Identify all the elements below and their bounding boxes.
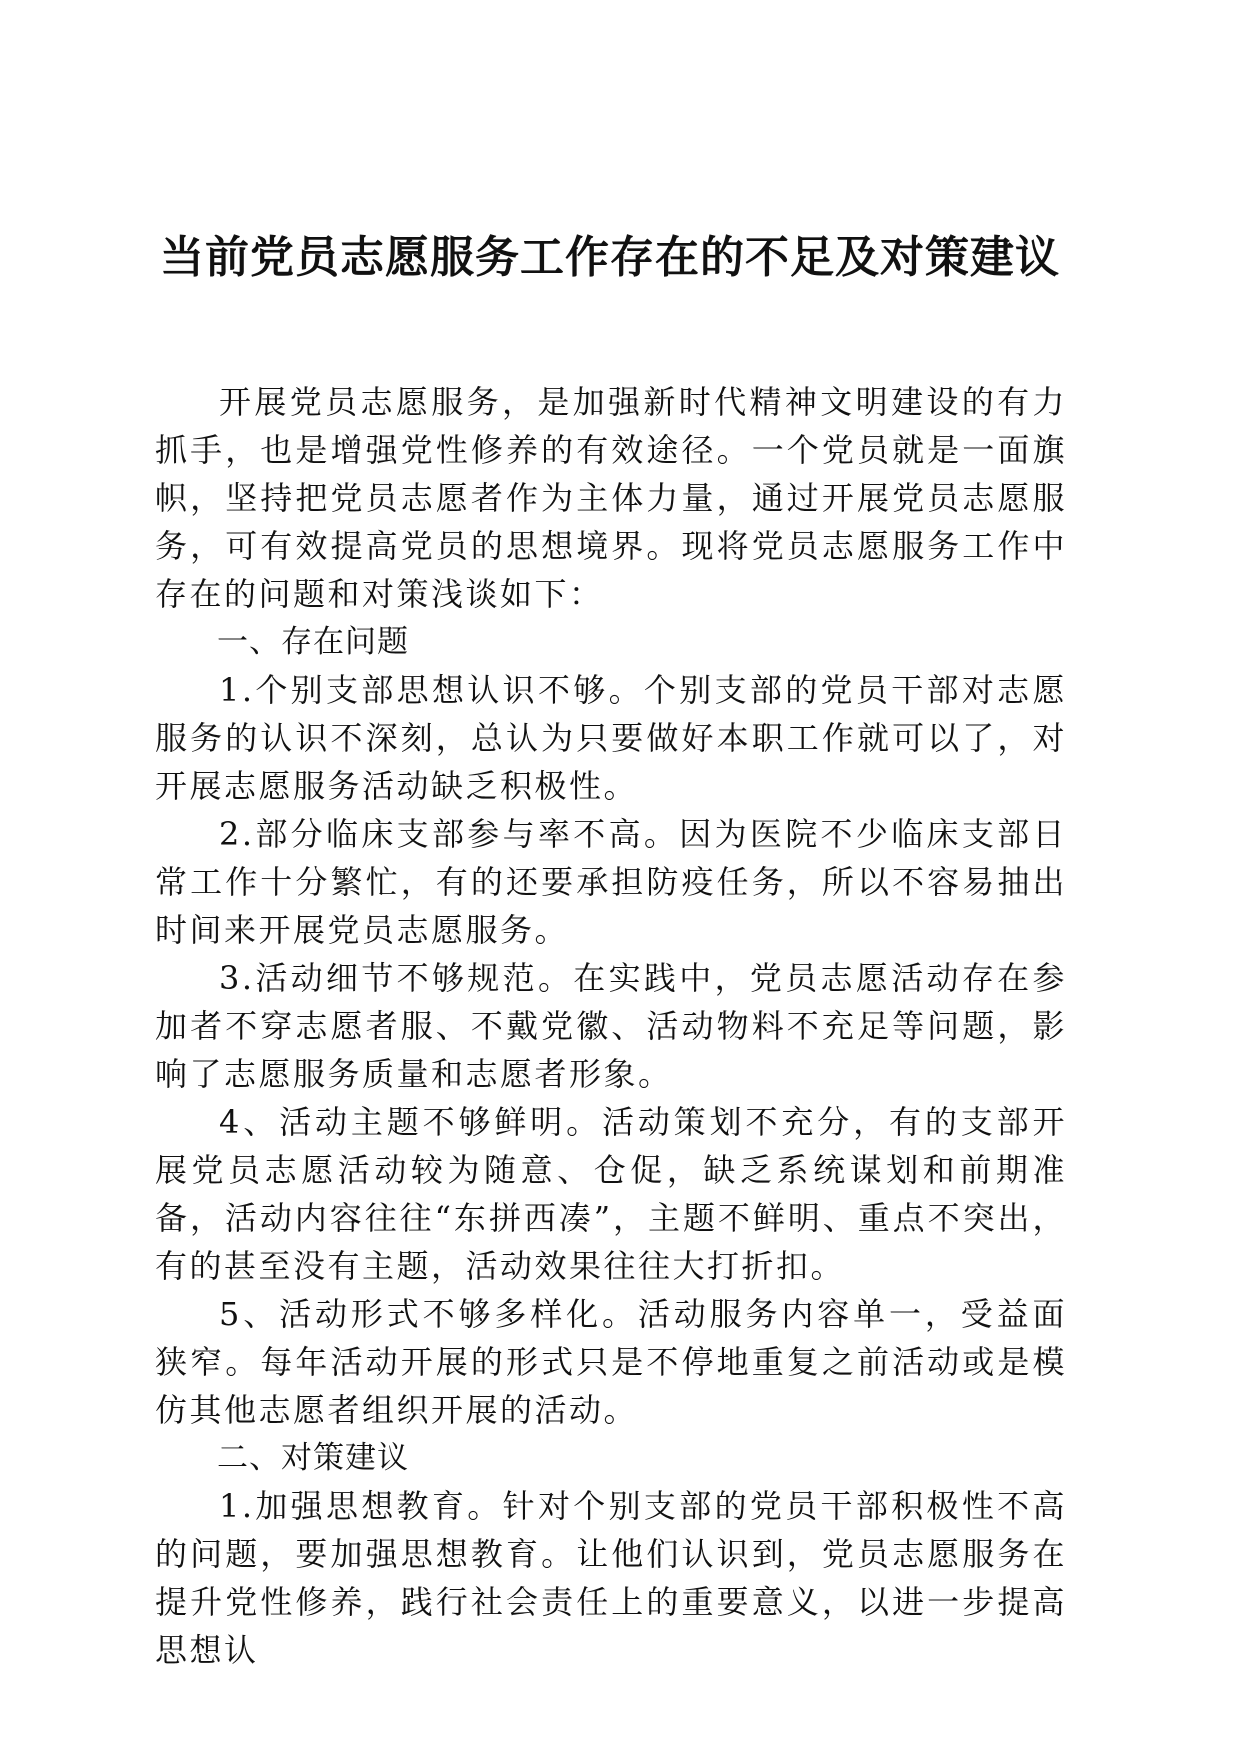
problem-paragraph-3: 3.活动细节不够规范。在实践中，党员志愿活动存在参加者不穿志愿者服、不戴党徽、活动物料不充足等问题，影响了志愿服务质量和志愿者形象。 [155, 959, 1067, 1093]
intro-paragraph: 开展党员志愿服务，是加强新时代精神文明建设的有力抓手，也是增强党性修养的有效途径。一个党员就是一面旗帜，坚持把党员志愿者作为主体力量，通过开展党员志愿服务，可有效提高党员的思想境界。现将党员志愿服务工作中存在的问题和对策浅谈如下： [155, 383, 1067, 613]
problem-paragraph-2: 2.部分临床支部参与率不高。因为医院不少临床支部日常工作十分繁忙，有的还要承担防疫任务，所以不容易抽出时间来开展党员志愿服务。 [155, 815, 1067, 949]
problem-paragraph-4: 4、活动主题不够鲜明。活动策划不充分，有的支部开展党员志愿活动较为随意、仓促，缺乏系统谋划和前期准备，活动内容往往“东拼西凑”，主题不鲜明、重点不突出，有的甚至没有主题，活动效果往往大打折扣。 [155, 1103, 1067, 1285]
section-heading-problems: 一、存在问题 [217, 624, 409, 660]
document-title: 当前党员志愿服务工作存在的不足及对策建议 [160, 232, 1060, 283]
section-heading-suggestions: 二、对策建议 [217, 1440, 409, 1476]
problem-paragraph-5: 5、活动形式不够多样化。活动服务内容单一，受益面狭窄。每年活动开展的形式只是不停地重复之前活动或是模仿其他志愿者组织开展的活动。 [155, 1295, 1067, 1429]
document-body [155, 378, 1067, 1674]
suggestion-paragraph-1: 1.加强思想教育。针对个别支部的党员干部积极性不高的问题，要加强思想教育。让他们认识到，党员志愿服务在提升党性修养，践行社会责任上的重要意义，以进一步提高思想认 [155, 1487, 1067, 1669]
problem-paragraph-1: 1.个别支部思想认识不够。个别支部的党员干部对志愿服务的认识不深刻，总认为只要做好本职工作就可以了，对开展志愿服务活动缺乏积极性。 [155, 671, 1067, 805]
